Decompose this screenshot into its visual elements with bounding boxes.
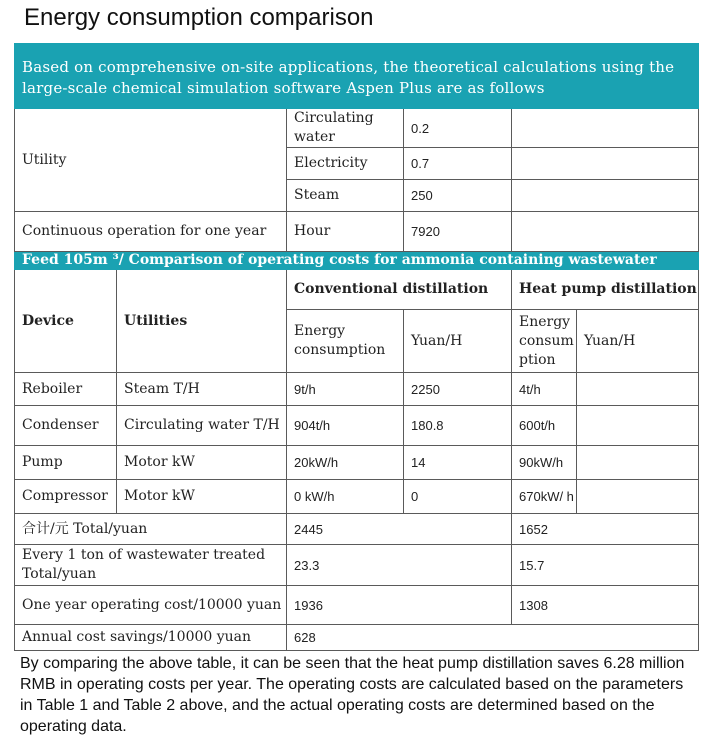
conv-energy: 20kW/h — [287, 446, 404, 480]
summary-row — [15, 545, 699, 586]
empty-cell — [512, 148, 699, 180]
empty-cell — [512, 212, 699, 252]
savings-row — [15, 625, 699, 651]
heat-pump-header: Heat pump distillation — [512, 270, 699, 310]
summary-conventional: 1936 — [287, 586, 512, 625]
hour-label: Hour — [287, 212, 404, 252]
hp-energy: 4t/h — [512, 373, 577, 406]
device-name: Compressor — [15, 480, 117, 514]
summary-heat-pump: 15.7 — [512, 545, 699, 586]
savings-label: Annual cost savings/10000 yuan — [15, 625, 287, 651]
feed-header: Feed 105m ³/ Comparison of operating costs for ammonia containing wastewater — [15, 252, 699, 270]
yuan-h-header: Yuan/H — [577, 310, 699, 373]
conventional-header: Conventional distillation — [287, 270, 512, 310]
utility-name: Electricity — [287, 148, 404, 180]
conv-energy: 904t/h — [287, 406, 404, 446]
device-row — [15, 446, 699, 480]
hp-energy: 600t/h — [512, 406, 577, 446]
energy-comparison-table — [14, 43, 699, 651]
energy-consumption-header: Energy consumption — [287, 310, 404, 373]
summary-conventional: 2445 — [287, 514, 512, 545]
conv-yuan: 2250 — [404, 373, 512, 406]
device-utility: Circulating water T/H — [117, 406, 287, 446]
summary-conventional: 23.3 — [287, 545, 512, 586]
summary-label: One year operating cost/10000 yuan — [15, 586, 287, 625]
hp-yuan — [577, 480, 699, 514]
conv-energy: 0 kW/h — [287, 480, 404, 514]
hour-value: 7920 — [404, 212, 512, 252]
utilities-header: Utilities — [117, 270, 287, 373]
hp-energy: 90kW/h — [512, 446, 577, 480]
conv-yuan: 0 — [404, 480, 512, 514]
summary-label: Every 1 ton of wastewater treated Total/yuan — [15, 545, 287, 586]
summary-row — [15, 514, 699, 545]
continuous-operation-label: Continuous operation for one year — [15, 212, 287, 252]
operation-row — [15, 212, 699, 252]
summary-row — [15, 586, 699, 625]
intro-row — [15, 44, 699, 109]
column-header-row — [15, 270, 699, 310]
utility-row — [15, 109, 699, 148]
hp-energy: 670kW/ h — [512, 480, 577, 514]
device-utility: Motor kW — [117, 480, 287, 514]
device-row — [15, 480, 699, 514]
conv-yuan: 180.8 — [404, 406, 512, 446]
conv-energy: 9t/h — [287, 373, 404, 406]
summary-heat-pump: 1652 — [512, 514, 699, 545]
empty-cell — [512, 180, 699, 212]
device-name: Condenser — [15, 406, 117, 446]
feed-header-row — [15, 252, 699, 270]
summary-heat-pump: 1308 — [512, 586, 699, 625]
device-name: Reboiler — [15, 373, 117, 406]
conclusion-paragraph: By comparing the above table, it can be seen that the heat pump distillation saves 6.28 million RMB in operating costs per year. The operating costs are calculated based on the parameters in Table 1 and Table 2 above, and the actual operating costs are determined based on the operating data. — [20, 655, 685, 735]
hp-yuan — [577, 373, 699, 406]
utility-value: 250 — [404, 180, 512, 212]
device-header: Device — [15, 270, 117, 373]
empty-cell — [512, 109, 699, 148]
conv-yuan: 14 — [404, 446, 512, 480]
intro-text: Based on comprehensive on-site applications, the theoretical calculations using the large-scale chemical simulation software Aspen Plus are as follows — [15, 44, 699, 109]
summary-label: 合计/元 Total/yuan — [15, 514, 287, 545]
utility-label: Utility — [15, 109, 287, 212]
utility-name: Circulating water — [287, 109, 404, 148]
device-row — [15, 406, 699, 446]
utility-value: 0.7 — [404, 148, 512, 180]
hp-yuan — [577, 406, 699, 446]
yuan-h-header: Yuan/H — [404, 310, 512, 373]
device-name: Pump — [15, 446, 117, 480]
device-row — [15, 373, 699, 406]
page-title: Energy consumption comparison — [24, 4, 374, 31]
energy-consum-header: Energy consum ption — [512, 310, 577, 373]
utility-value: 0.2 — [404, 109, 512, 148]
savings-value: 628 — [287, 625, 699, 651]
device-utility: Steam T/H — [117, 373, 287, 406]
utility-name: Steam — [287, 180, 404, 212]
device-utility: Motor kW — [117, 446, 287, 480]
hp-yuan — [577, 446, 699, 480]
